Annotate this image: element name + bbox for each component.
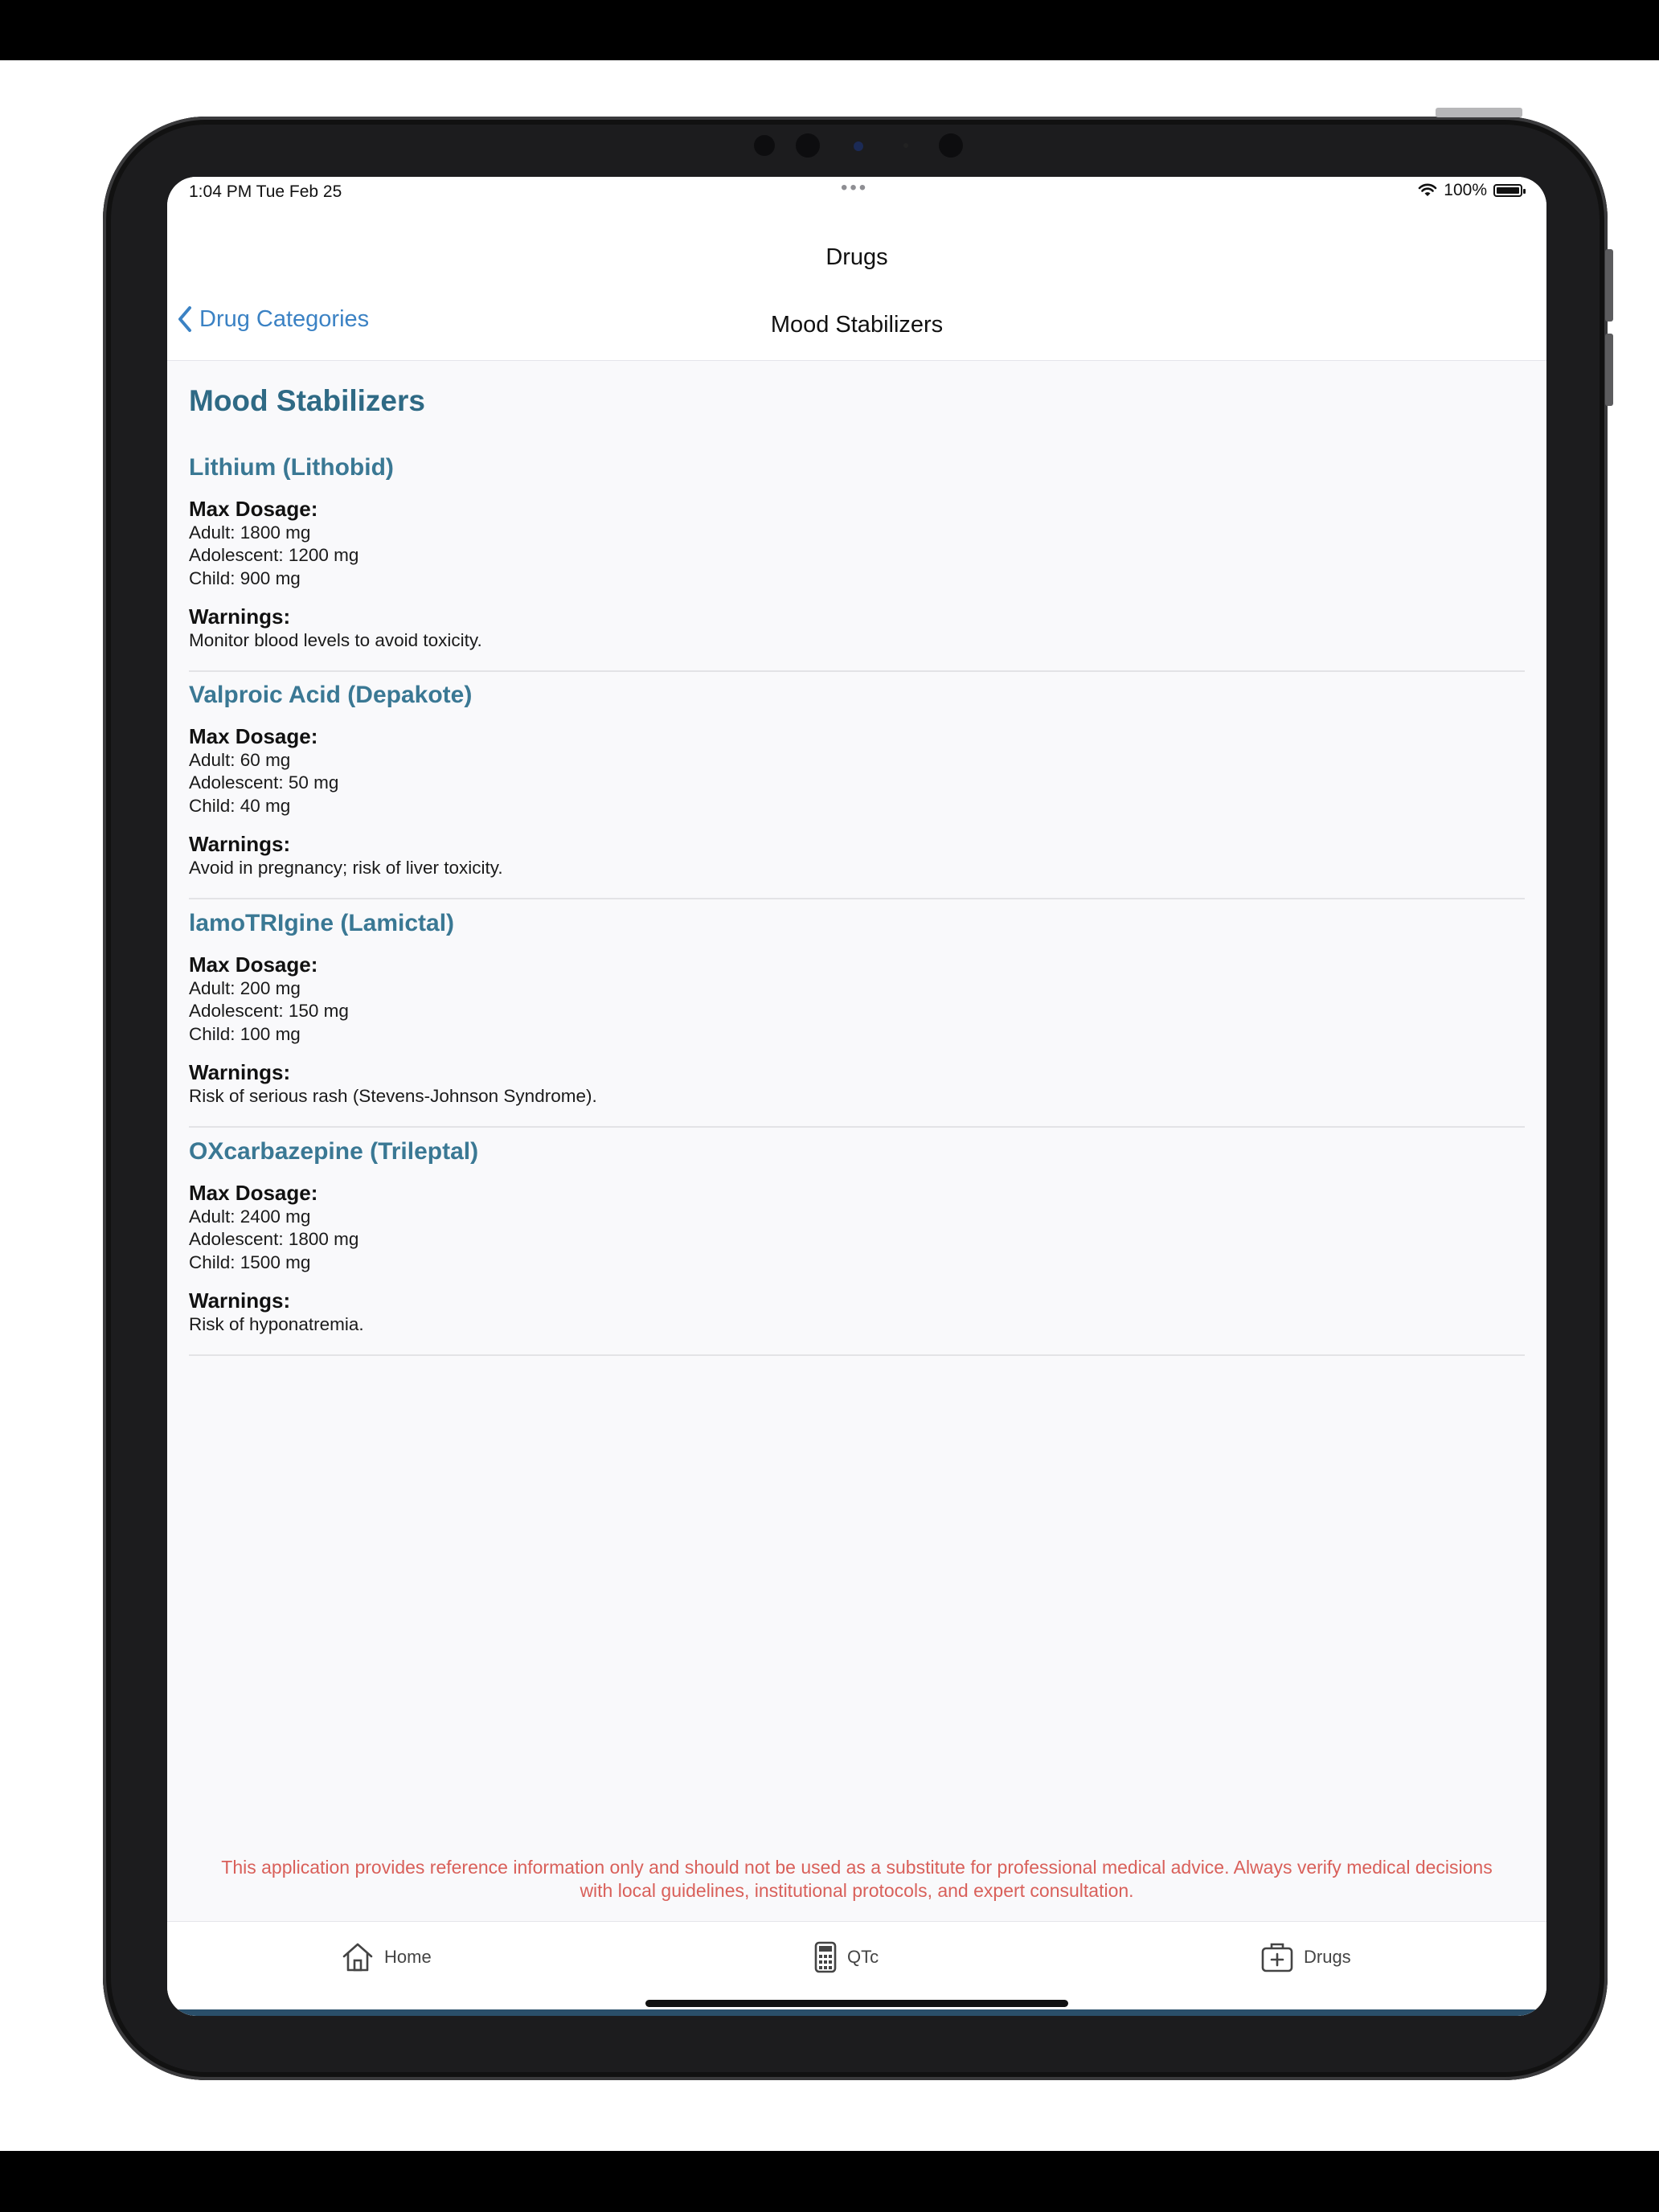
tab-home[interactable]	[341, 1941, 432, 1973]
page-heading: Mood Stabilizers	[189, 384, 425, 417]
battery-icon	[1493, 184, 1522, 197]
tab-qtc[interactable]	[813, 1941, 879, 1973]
bottom-black-bar	[0, 2151, 1659, 2212]
adult-dose: Adult: 200 mg	[189, 978, 301, 998]
status-right	[1418, 181, 1522, 200]
child-dose: Child: 1500 mg	[189, 1252, 311, 1272]
volume-down-button	[1605, 334, 1613, 406]
warnings-label: Warnings:	[189, 1288, 291, 1313]
child-dose: Child: 900 mg	[189, 568, 301, 588]
max-dosage-label: Max Dosage:	[189, 952, 318, 977]
warnings-label: Warnings:	[189, 832, 291, 856]
adult-dose: Adult: 2400 mg	[189, 1206, 311, 1227]
warning-text: Risk of serious rash (Stevens-Johnson Syndrome).	[189, 1086, 597, 1106]
warning-text: Monitor blood levels to avoid toxicity.	[189, 630, 482, 650]
sensor-dot	[903, 143, 908, 148]
wifi-icon	[1418, 183, 1437, 198]
drug-card	[189, 1138, 1525, 1356]
child-dose: Child: 40 mg	[189, 796, 291, 816]
screen	[167, 177, 1546, 2016]
tab-home-label: Home	[384, 1947, 432, 1967]
calculator-icon	[813, 1941, 838, 1973]
tab-drugs-label: Drugs	[1304, 1947, 1351, 1967]
multitasking-dots[interactable]: •••	[841, 177, 869, 199]
drug-card	[189, 682, 1525, 899]
navigation-bar	[167, 206, 1546, 361]
drug-name: OXcarbazepine (Trileptal)	[189, 1138, 479, 1165]
drug-name: lamoTRIgine (Lamictal)	[189, 910, 455, 936]
drug-name: Valproic Acid (Depakote)	[189, 682, 473, 708]
sensor-dot	[939, 133, 963, 158]
adolescent-dose: Adolescent: 1800 mg	[189, 1229, 359, 1249]
warning-text: Risk of hyponatremia.	[189, 1314, 364, 1334]
top-black-bar	[0, 0, 1659, 60]
top-button	[1436, 108, 1522, 117]
sensor-dot	[754, 135, 775, 156]
drug-name: Lithium (Lithobid)	[189, 454, 394, 481]
adolescent-dose: Adolescent: 1200 mg	[189, 545, 359, 565]
warnings-label: Warnings:	[189, 1060, 291, 1084]
tab-qtc-label: QTc	[847, 1947, 879, 1967]
child-dose: Child: 100 mg	[189, 1024, 301, 1044]
home-icon	[341, 1941, 375, 1973]
status-bar	[167, 177, 1546, 206]
medical-kit-icon	[1260, 1941, 1294, 1973]
nav-subtitle: Mood Stabilizers	[770, 312, 944, 338]
nav-title: Drugs	[825, 244, 888, 270]
adult-dose: Adult: 60 mg	[189, 750, 291, 770]
status-time: 1:04 PM Tue Feb 25	[189, 182, 342, 201]
home-indicator[interactable]	[645, 2000, 1068, 2007]
warnings-label: Warnings:	[189, 604, 291, 629]
back-button-label: Drug Categories	[199, 305, 370, 332]
volume-up-button	[1605, 249, 1613, 322]
max-dosage-label: Max Dosage:	[189, 1181, 318, 1205]
max-dosage-label: Max Dosage:	[189, 724, 318, 748]
max-dosage-label: Max Dosage:	[189, 497, 318, 521]
warning-text: Avoid in pregnancy; risk of liver toxicity.	[189, 858, 503, 878]
medical-disclaimer: This application provides reference information only and should not be used as a substitute for professional medical advice. Always verify medical decisions with local guidelines, institutional protocols, and expert consultation.	[221, 1857, 1493, 1901]
tab-drugs[interactable]	[1260, 1941, 1351, 1973]
adolescent-dose: Adolescent: 150 mg	[189, 1001, 349, 1021]
sensor-dot	[796, 133, 820, 158]
adolescent-dose: Adolescent: 50 mg	[189, 772, 339, 793]
camera-lens	[854, 141, 863, 151]
drug-card	[189, 454, 1525, 672]
adult-dose: Adult: 1800 mg	[189, 522, 311, 543]
bottom-edge-strip	[167, 2009, 1546, 2016]
battery-percent: 100%	[1444, 181, 1487, 199]
battery-fill	[1497, 187, 1519, 194]
drug-card	[189, 910, 1525, 1128]
